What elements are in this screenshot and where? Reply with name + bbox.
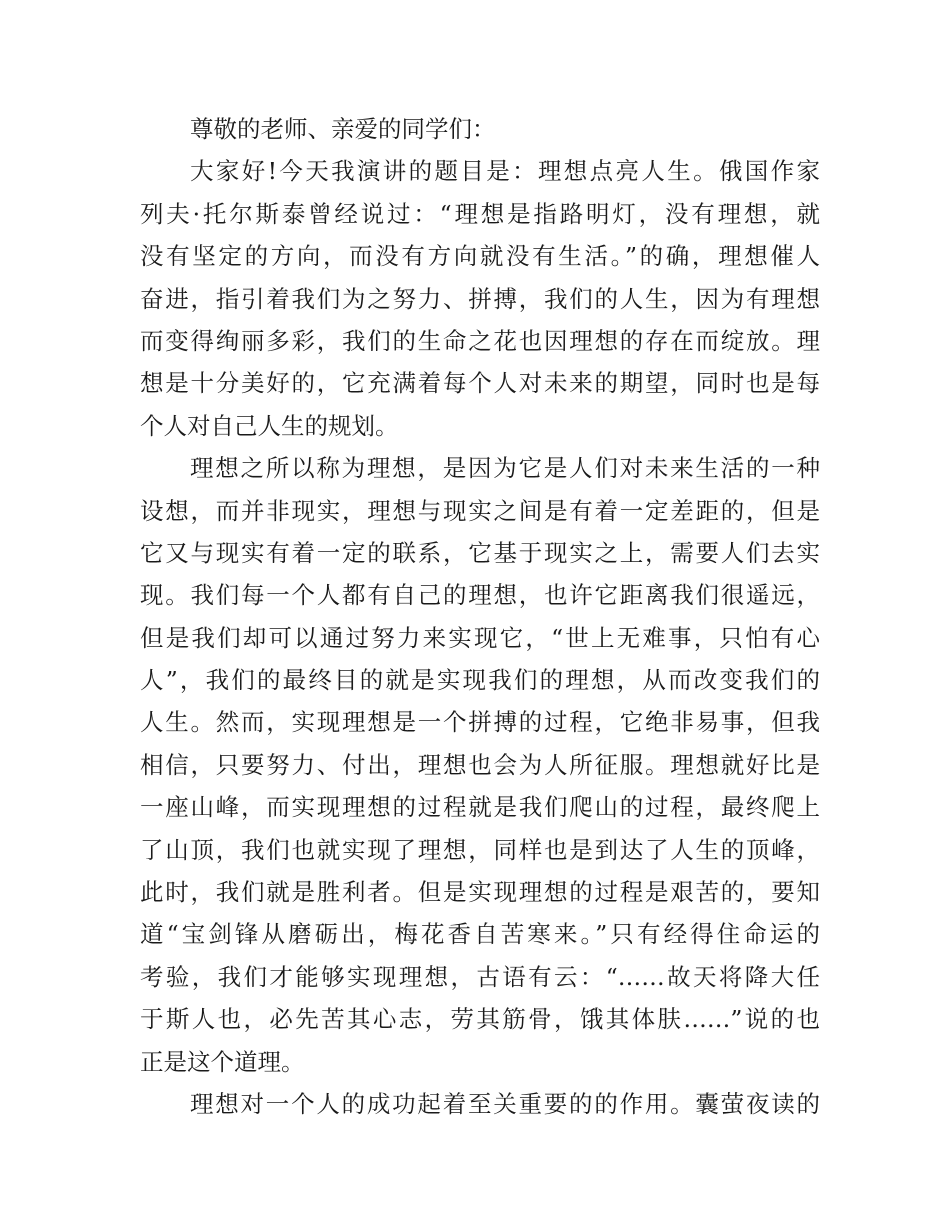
text-line: 相信，只要努力、付出，理想也会为人所征服。理想就好比是: [140, 750, 820, 779]
text-line: 但是我们却可以通过努力来实现它，“世上无难事，只怕有心: [140, 623, 820, 652]
text-line: 人”，我们的最终目的就是实现我们的理想，从而改变我们的: [140, 666, 820, 695]
text-line: 而变得绚丽多彩，我们的生命之花也因理想的存在而绽放。理: [140, 326, 820, 355]
text-line: 一座山峰，而实现理想的过程就是我们爬山的过程，最终爬上: [140, 793, 820, 822]
text-line: 没有坚定的方向，而没有方向就没有生活。”的确，理想催人: [140, 242, 820, 271]
text-line: 人生。然而，实现理想是一个拼搏的过程，它绝非易事，但我: [140, 708, 820, 737]
text-line: 了山顶，我们也就实现了理想，同样也是到达了人生的顶峰，: [140, 835, 820, 864]
speech-body-text: [140, 108, 820, 1125]
text-line: 道“宝剑锋从磨砺出，梅花香自苦寒来。”只有经得住命运的: [140, 920, 820, 949]
text-line: 奋进，指引着我们为之努力、拼搏，我们的人生，因为有理想: [140, 284, 820, 313]
text-line: 现。我们每一个人都有自己的理想，也许它距离我们很遥远，: [140, 581, 820, 610]
text-line: 列夫·托尔斯泰曾经说过：“理想是指路明灯，没有理想，就: [140, 199, 820, 228]
text-line: 想是十分美好的，它充满着每个人对未来的期望，同时也是每: [140, 369, 820, 398]
text-line: 设想，而并非现实，理想与现实之间是有着一定差距的，但是: [140, 496, 820, 525]
text-line: 理想之所以称为理想，是因为它是人们对未来生活的一种: [190, 454, 820, 483]
text-line: 它又与现实有着一定的联系，它基于现实之上，需要人们去实: [140, 538, 820, 567]
text-line: 此时，我们就是胜利者。但是实现理想的过程是艰苦的，要知: [140, 878, 820, 907]
text-line: 个人对自己人生的规划。: [140, 411, 399, 440]
text-line: 大家好!今天我演讲的题目是：理想点亮人生。俄国作家: [190, 157, 820, 186]
text-line: 尊敬的老师、亲爱的同学们：: [190, 115, 496, 143]
text-line: 正是这个道理。: [140, 1047, 305, 1076]
text-line: 理想对一个人的成功起着至关重要的的作用。囊萤夜读的: [190, 1089, 820, 1118]
text-line: 于斯人也，必先苦其心志，劳其筋骨，饿其体肤……”说的也: [140, 1005, 820, 1034]
text-line: 考验，我们才能够实现理想，古语有云：“……故天将降大任: [140, 962, 820, 991]
